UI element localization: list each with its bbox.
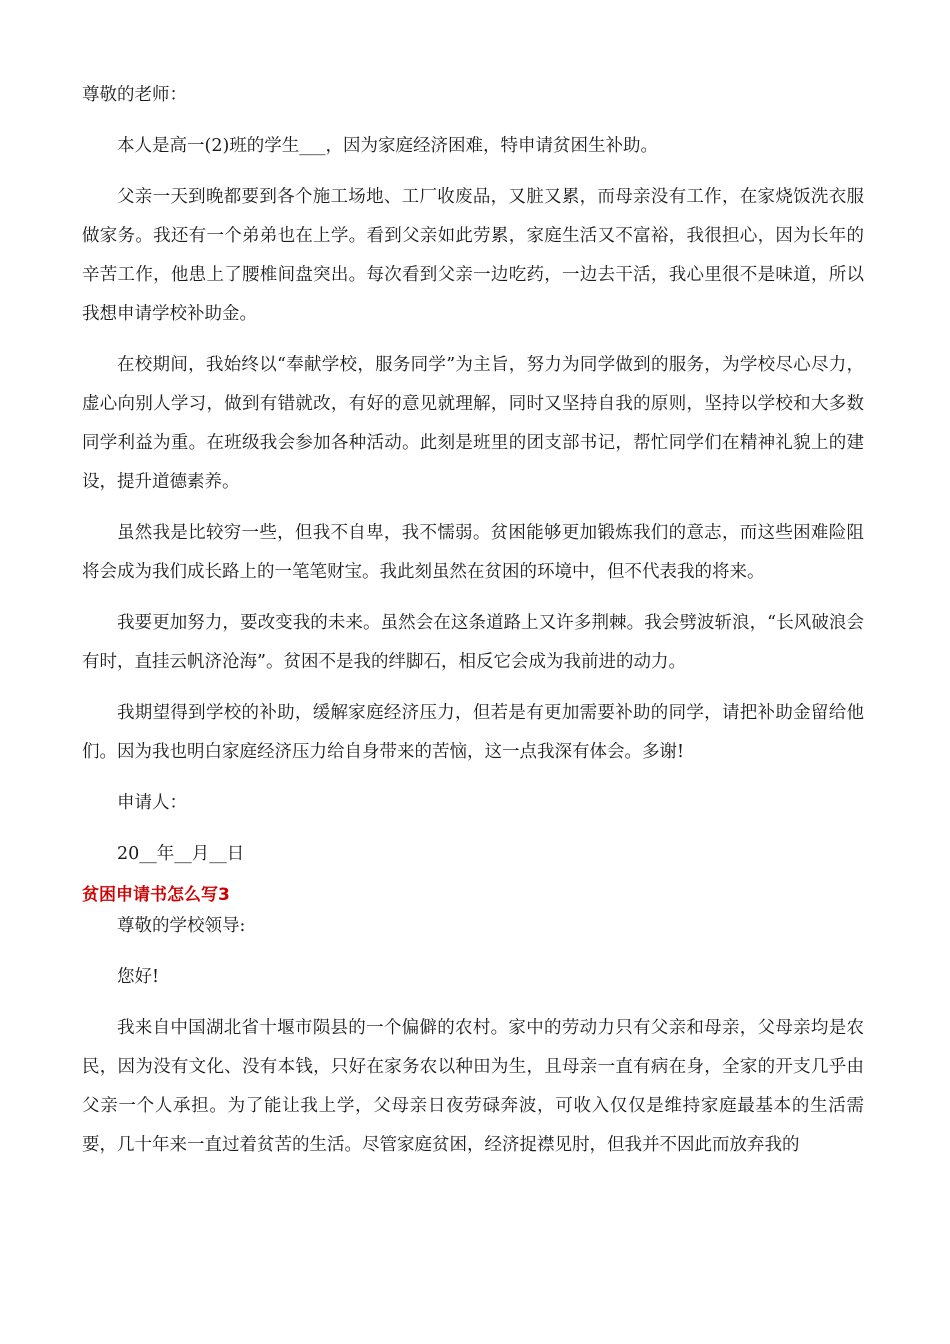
paragraph: 虽然我是比较穷一些，但我不自卑，我不懦弱。贫困能够更加锻炼我们的意志，而这些困难险阻将会成为我们成长路上的一笔笔财宝。我此刻虽然在贫困的环境中，但不代表我的将来。 (82, 523, 864, 582)
section-salutation: 尊敬的学校领导: (117, 916, 246, 936)
paragraph: 父亲一天到晚都要到各个施工场地、工厂收废品，又脏又累，而母亲没有工作，在家烧饭洗衣服做家务。我还有一个弟弟也在上学。看到父亲如此劳累，家庭生活又不富裕，我很担心，因为长年的辛苦工作，他患上了腰椎间盘突出。每次看到父亲一边吃药，一边去干活，我心里很不是味道，所以我想申请学校补助金。 (82, 187, 864, 324)
paragraph: 我来自中国湖北省十堰市陨县的一个偏僻的农村。家中的劳动力只有父亲和母亲，父母亲均是农民，因为没有文化、没有本钱，只好在家务农以种田为生，且母亲一直有病在身，全家的开支几乎由父亲一个人承担。为了能让我上学，父母亲日夜劳碌奔波，可收入仅仅是维持家庭最基本的生活需要，几十年来一直过着贫苦的生活。尽管家庭贫困，经济捉襟见肘，但我并不因此而放弃我的 (82, 1018, 864, 1155)
document-body (82, 76, 864, 1165)
section-greeting: 您好! (117, 967, 160, 987)
paragraph: 我期望得到学校的补助，缓解家庭经济压力，但若是有更加需要补助的同学，请把补助金留给他们。因为我也明白家庭经济压力给自身带来的苦恼，这一点我深有体会。多谢! (82, 703, 864, 762)
paragraph: 本人是高一(2)班的学生___，因为家庭经济困难，特申请贫困生补助。 (117, 136, 659, 156)
applicant-line: 申请人： (117, 793, 187, 813)
letter-salutation: 尊敬的老师： (82, 85, 187, 105)
date-line: 20__年__月__日 (117, 844, 245, 864)
paragraph: 在校期间，我始终以“奉献学校，服务同学”为主旨，努力为同学做到的服务，为学校尽心尽力，虚心向别人学习，做到有错就改，有好的意见就理解，同时又坚持自我的原则，坚持以学校和大多数同学利益为重。在班级我会参加各种活动。此刻是班里的团支部书记，帮忙同学们在精神礼貌上的建设，提升道德素养。 (82, 355, 864, 492)
section-heading: 贫困申请书怎么写3 (82, 885, 230, 905)
paragraph: 我要更加努力，要改变我的未来。虽然会在这条道路上又许多荆棘。我会劈波斩浪，“长风破浪会有时，直挂云帆济沧海”。贫困不是我的绊脚石，相反它会成为我前进的动力。 (82, 613, 864, 672)
